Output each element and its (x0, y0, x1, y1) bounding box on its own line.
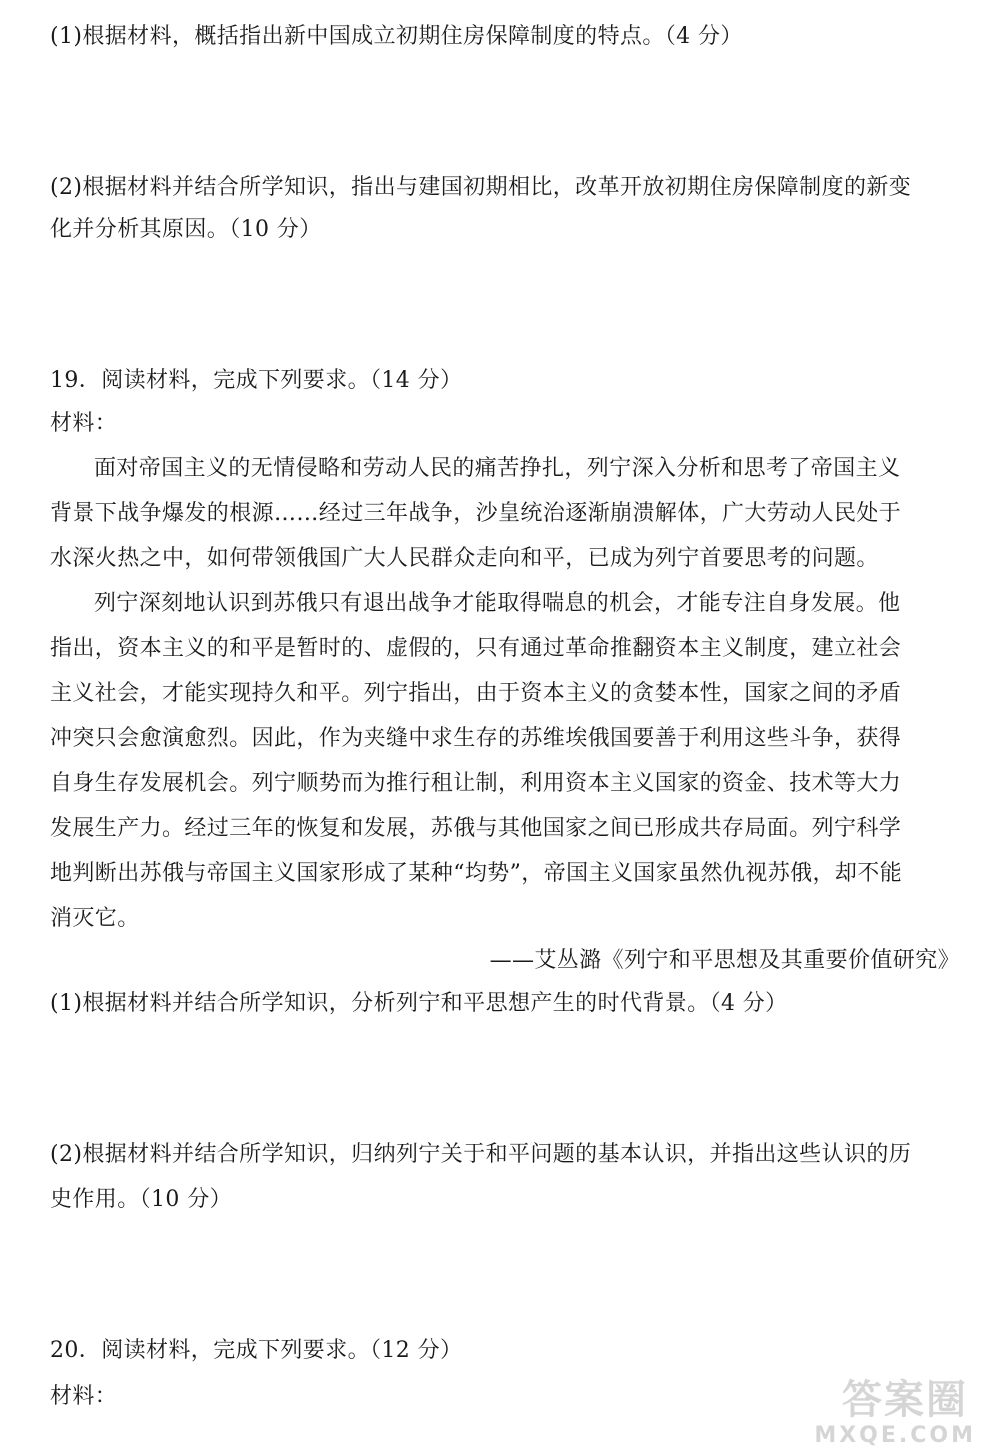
q19-p1-line2: 背景下战争爆发的根源……经过三年战争，沙皇统治逐渐崩溃解体，广大劳动人民处于 (50, 501, 902, 526)
q18-sub1: (1)根据材料，概括指出新中国成立初期住房保障制度的特点。（4 分） (50, 24, 743, 49)
q19-p2-line8: 消灭它。 (50, 906, 140, 931)
q19-p1-line3: 水深火热之中，如何带领俄国广大人民群众走向和平，已成为列宁首要思考的问题。 (50, 546, 879, 571)
q19-source: ——艾丛潞《列宁和平思想及其重要价值研究》 (489, 948, 960, 973)
q18-sub2-line1: (2)根据材料并结合所学知识，指出与建国初期相比，改革开放初期住房保障制度的新变 (50, 175, 912, 200)
q18-sub2-line2: 化并分析其原因。（10 分） (50, 217, 322, 242)
q19-p1-line1: 面对帝国主义的无情侵略和劳动人民的痛苦挣扎，列宁深入分析和思考了帝国主义 (94, 456, 901, 481)
watermark-url-text: MXQE.COM (814, 1423, 976, 1448)
q19-p2-line4: 冲突只会愈演愈烈。因此，作为夹缝中求生存的苏维埃俄国要善于利用这些斗争，获得 (50, 726, 902, 751)
q19-p2-line7: 地判断出苏俄与帝国主义国家形成了某种“均势”，帝国主义国家虽然仇视苏俄，却不能 (50, 861, 903, 886)
q19-heading: 19．阅读材料，完成下列要求。（14 分） (50, 368, 463, 393)
q20-heading: 20．阅读材料，完成下列要求。（12 分） (50, 1338, 463, 1363)
q19-p2-line3: 主义社会，才能实现持久和平。列宁指出，由于资本主义的贪婪本性，国家之间的矛盾 (50, 681, 902, 706)
watermark-logo-text: 答案圈 (842, 1377, 968, 1423)
q19-sub1: (1)根据材料并结合所学知识，分析列宁和平思想产生的时代背景。（4 分） (50, 991, 788, 1016)
site-watermark (808, 1368, 988, 1448)
q19-p2-line5: 自身生存发展机会。列宁顺势而为推行租让制，利用资本主义国家的资金、技术等大力 (50, 771, 902, 796)
q19-p2-line2: 指出，资本主义的和平是暂时的、虚假的，只有通过革命推翻资本主义制度，建立社会 (50, 636, 902, 661)
q19-sub2-line2: 史作用。（10 分） (50, 1187, 232, 1212)
q20-material-label: 材料： (50, 1384, 118, 1409)
q19-sub2-line1: (2)根据材料并结合所学知识，归纳列宁关于和平问题的基本认识，并指出这些认识的历 (50, 1142, 912, 1167)
q19-material-label: 材料： (50, 411, 118, 436)
q19-p2-line1: 列宁深刻地认识到苏俄只有退出战争才能取得喘息的机会，才能专注自身发展。他 (94, 591, 901, 616)
q19-p2-line6: 发展生产力。经过三年的恢复和发展，苏俄与其他国家之间已形成共存局面。列宁科学 (50, 816, 902, 841)
